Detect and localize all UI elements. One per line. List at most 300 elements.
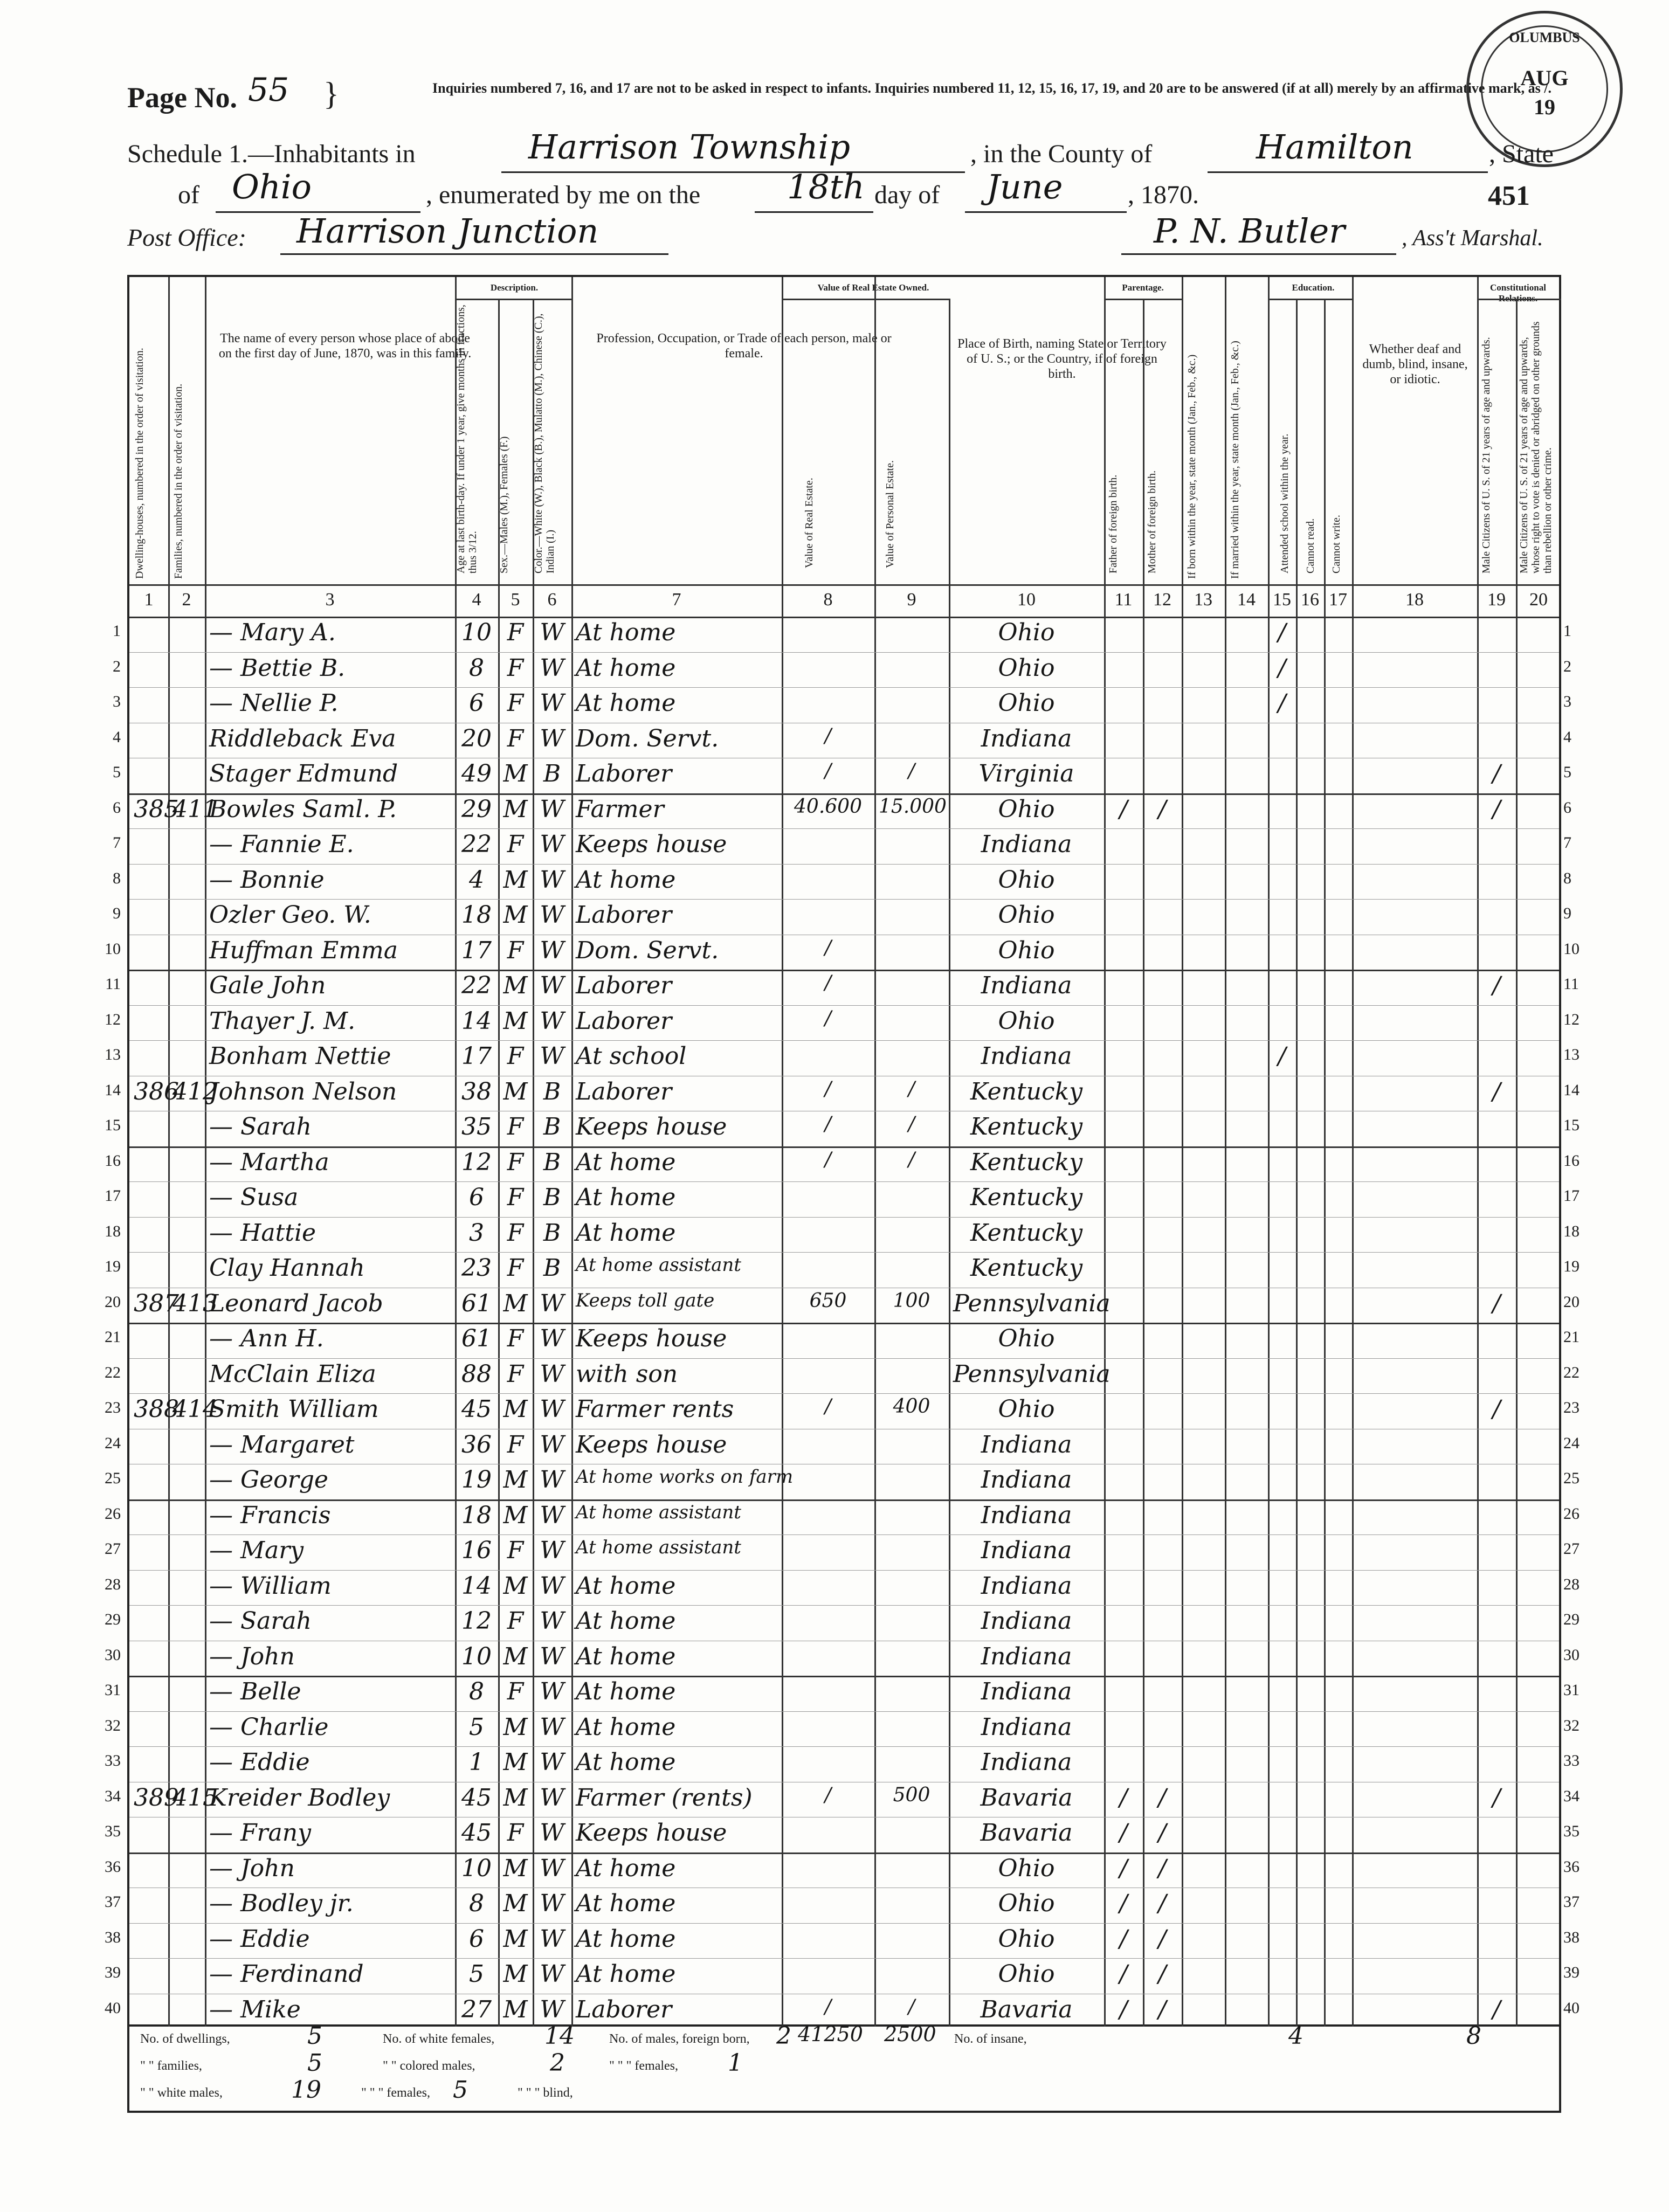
row-number-left: 29 [105, 1610, 121, 1628]
dwelling-number: 385 [134, 795, 179, 823]
occupation: At home [576, 1219, 676, 1247]
post-office-value: Harrison Junction [296, 211, 599, 251]
person-name: — Martha [209, 1148, 329, 1176]
row-number-right: 23 [1563, 1399, 1580, 1416]
age: 6 [469, 1925, 484, 1953]
sex: M [503, 1501, 528, 1529]
person-name: Gale John [209, 972, 326, 999]
row-number-left: 12 [105, 1010, 121, 1028]
occupation: Keeps house [576, 1819, 727, 1847]
row-number-right: 17 [1563, 1187, 1580, 1205]
table-row [129, 1570, 1559, 1606]
birthplace: Ohio [998, 654, 1055, 682]
birthplace: Bavaria [980, 1819, 1073, 1847]
birthplace: Ohio [998, 1960, 1055, 1988]
person-name: — Bodley jr. [209, 1890, 354, 1917]
post-office-underline [280, 253, 668, 255]
tally-dwellings-label: No. of dwellings, [140, 2032, 230, 2046]
sex: F [507, 936, 524, 964]
tally-white-males-label: " " white males, [140, 2086, 223, 2100]
row-number-right: 28 [1563, 1575, 1580, 1593]
color: W [540, 1572, 564, 1600]
person-name: — Susa [209, 1184, 299, 1211]
column-number: 19 [1487, 590, 1506, 610]
row-number-left: 3 [113, 693, 121, 710]
row-number-right: 11 [1563, 975, 1579, 993]
sex: M [503, 901, 528, 929]
table-row [129, 1429, 1559, 1464]
color: W [540, 724, 564, 752]
marshal-label: , Ass't Marshal. [1402, 226, 1543, 251]
age: 61 [461, 1325, 492, 1352]
occupation: with son [576, 1360, 678, 1388]
person-name: — Margaret [209, 1430, 355, 1458]
tally-families: 5 [307, 2049, 322, 2077]
col12-header: Mother of foreign birth. [1146, 470, 1158, 573]
row-number-left: 10 [105, 939, 121, 958]
sex: F [507, 1819, 524, 1847]
row-number-left: 11 [105, 975, 121, 993]
color: W [540, 1007, 564, 1035]
age: 61 [461, 1289, 492, 1317]
dwelling-number: 386 [134, 1077, 179, 1105]
row-number-left: 18 [105, 1222, 121, 1240]
row-number-left: 25 [105, 1469, 121, 1487]
table-row [129, 1146, 1559, 1182]
sex: M [503, 1784, 528, 1812]
sex: M [503, 1395, 528, 1423]
mother-foreign: / [1158, 1960, 1167, 1988]
col11-header: Father of foreign birth. [1107, 474, 1119, 573]
attended-school: / [1278, 689, 1286, 717]
row-number-right: 26 [1563, 1504, 1580, 1523]
real-estate-value: / [824, 724, 832, 747]
column-number: 16 [1301, 590, 1319, 610]
sex: M [503, 1642, 528, 1670]
age: 38 [461, 1077, 492, 1105]
row-number-left: 39 [105, 1964, 121, 1981]
occupation: At home [576, 689, 676, 717]
row-number-right: 16 [1563, 1151, 1580, 1170]
table-row [129, 687, 1559, 723]
real-estate-value: / [824, 1395, 832, 1418]
table-row [129, 1888, 1559, 1923]
birthplace: Ohio [998, 936, 1055, 964]
attended-school: / [1278, 619, 1286, 646]
age: 29 [461, 795, 492, 823]
col1-header: Dwelling-houses, numbered in the order of visitation. [134, 348, 146, 579]
personal-estate-value: 400 [893, 1395, 930, 1418]
table-row [129, 1534, 1559, 1570]
mother-foreign: / [1158, 1995, 1167, 2023]
age: 1 [469, 1748, 484, 1776]
birthplace: Ohio [998, 1854, 1055, 1882]
color: W [540, 866, 564, 894]
table-row [129, 1323, 1559, 1358]
table-row [129, 1711, 1559, 1747]
instructions: Inquiries numbered 7, 16, and 17 are not to be asked in respect to infants. Inquiries numbered 11, 12, 15, 16, 17, 19, and 20 are to be answered (if at all) merely by an affirmative mark, as /. [432, 80, 1551, 96]
row-number-right: 9 [1563, 904, 1571, 922]
father-foreign: / [1119, 1854, 1128, 1882]
attended-school: / [1278, 1042, 1286, 1070]
occupation: Keeps toll gate [576, 1289, 715, 1311]
person-name: — Bettie B. [209, 654, 346, 682]
occupation: Keeps house [576, 831, 727, 858]
color: W [540, 1678, 564, 1705]
age: 35 [461, 1113, 492, 1140]
occupation: Keeps house [576, 1430, 727, 1458]
table-row [129, 864, 1559, 900]
birthplace: Indiana [981, 1466, 1072, 1494]
mother-foreign: / [1158, 1784, 1167, 1812]
occupation: Keeps house [576, 1325, 727, 1352]
row-number-left: 37 [105, 1893, 121, 1911]
occupation: Farmer rents [576, 1395, 734, 1423]
person-name: — Francis [209, 1501, 331, 1529]
father-foreign: / [1119, 1890, 1128, 1917]
father-foreign: / [1119, 1925, 1128, 1953]
row-number-right: 5 [1563, 763, 1571, 781]
sex: F [507, 724, 524, 752]
row-number-left: 28 [105, 1575, 121, 1593]
age: 5 [469, 1713, 484, 1741]
table-row [129, 1923, 1559, 1959]
color: W [540, 1325, 564, 1352]
person-name: — Nellie P. [209, 689, 339, 717]
row-number-left: 34 [105, 1787, 121, 1805]
description-header: Description. [490, 282, 539, 293]
row-number-left: 15 [105, 1116, 121, 1134]
sex: M [503, 1713, 528, 1741]
row-number-right: 31 [1563, 1681, 1580, 1699]
row-number-left: 9 [113, 904, 121, 922]
occupation: At home [576, 1925, 676, 1953]
person-name: — Fannie E. [209, 831, 354, 858]
month-underline [965, 211, 1127, 213]
birthplace: Kentucky [970, 1148, 1083, 1176]
year: , 1870. [1128, 181, 1199, 209]
page-number: 55 [248, 71, 289, 109]
tally-colored-males: 2 [550, 2049, 565, 2077]
occupation: At home [576, 1890, 676, 1917]
row-number-left: 5 [113, 763, 121, 781]
col4-header: Age at last birth-day. If under 1 year, give months in fractions, thus 3/12. [455, 305, 479, 573]
person-name: McClain Eliza [209, 1360, 376, 1388]
sex: M [503, 1007, 528, 1035]
row-number-right: 12 [1563, 1010, 1580, 1028]
birthplace: Ohio [998, 689, 1055, 717]
row-number-left: 2 [113, 657, 121, 675]
age: 19 [461, 1466, 492, 1494]
row-number-left: 38 [105, 1928, 121, 1946]
row-number-right: 8 [1563, 869, 1571, 887]
sex: M [503, 1466, 528, 1494]
row-number-right: 10 [1563, 939, 1580, 958]
birthplace: Indiana [981, 1642, 1072, 1670]
row-number-left: 32 [105, 1716, 121, 1734]
color: W [540, 1607, 564, 1635]
table-row [129, 1111, 1559, 1146]
row-number-right: 27 [1563, 1540, 1580, 1558]
age: 8 [469, 1890, 484, 1917]
person-name: Clay Hannah [209, 1254, 365, 1282]
row-number-right: 34 [1563, 1787, 1580, 1805]
occupation: At home [576, 654, 676, 682]
person-name: — Eddie [209, 1925, 310, 1953]
age: 8 [469, 1678, 484, 1705]
color: B [543, 1254, 561, 1282]
occupation: At home [576, 1748, 676, 1776]
occupation: At home assistant [576, 1537, 741, 1558]
column-number: 3 [325, 590, 335, 610]
col15-header: Attended school within the year. [1279, 433, 1291, 573]
sex: F [507, 1430, 524, 1458]
father-foreign: / [1119, 795, 1128, 823]
age: 18 [461, 901, 492, 929]
age: 3 [469, 1219, 484, 1247]
person-name: Ozler Geo. W. [209, 901, 371, 929]
row-number-left: 7 [113, 834, 121, 852]
birthplace: Kentucky [970, 1219, 1083, 1247]
tally-colored-females-label: " " " females, [361, 2086, 431, 2100]
col16-header: Cannot read. [1305, 518, 1316, 573]
occupation: At home works on farm [576, 1466, 794, 1488]
row-number-right: 18 [1563, 1222, 1580, 1240]
person-name: — Mary A. [209, 619, 336, 646]
row-number-right: 24 [1563, 1434, 1580, 1452]
age: 45 [461, 1784, 492, 1812]
sex: F [507, 1148, 524, 1176]
sex: M [503, 972, 528, 999]
row-number-left: 40 [105, 1999, 121, 2017]
occupation: Laborer [576, 760, 672, 787]
male-citizen: / [1492, 795, 1501, 823]
real-estate-value: 40.600 [794, 795, 862, 818]
occupation: Laborer [576, 972, 672, 999]
col19-header: Male Citizens of U. S. of 21 years of age and upwards. [1480, 337, 1492, 573]
sex: M [503, 1995, 528, 2023]
birthplace: Indiana [981, 1713, 1072, 1741]
col13-header: If born within the year, state month (Jan., Feb., &c.) [1186, 354, 1198, 579]
dwelling-number: 388 [134, 1395, 179, 1423]
group-rule [1477, 299, 1561, 300]
color: W [540, 1784, 564, 1812]
row-number-left: 17 [105, 1187, 121, 1205]
enumerated-label: , enumerated by me on the [426, 181, 701, 209]
col20-header: Male Citizens of U. S. of 21 years of age and upwards, whose right to vote is denied or abridged on other grounds than rebellion or other crime. [1518, 321, 1554, 573]
color: W [540, 1925, 564, 1953]
column-number: 13 [1194, 590, 1212, 610]
age: 20 [461, 724, 492, 752]
real-estate-value: 650 [809, 1289, 847, 1312]
row-number-right: 19 [1563, 1257, 1580, 1275]
table-row [129, 1746, 1559, 1782]
male-citizen: / [1492, 972, 1501, 999]
age: 12 [461, 1148, 492, 1176]
color: W [540, 795, 564, 823]
table-row [129, 1076, 1559, 1111]
sex: M [503, 1925, 528, 1953]
tally-families-label: " " families, [140, 2059, 202, 2073]
post-office-label: Post Office: [127, 224, 246, 251]
table-row [129, 652, 1559, 688]
age: 10 [461, 1854, 492, 1882]
tally-insane-label: No. of insane, [954, 2032, 1027, 2046]
col18-header: Whether deaf and dumb, blind, insane, or idiotic. [1362, 342, 1468, 386]
township-value: Harrison Township [528, 127, 851, 167]
age: 6 [469, 1184, 484, 1211]
male-citizen: / [1492, 1995, 1501, 2023]
sex: M [503, 1890, 528, 1917]
column-number: 20 [1529, 590, 1548, 610]
age: 12 [461, 1607, 492, 1635]
occupation: At home [576, 1642, 676, 1670]
color: W [540, 1430, 564, 1458]
row-number-right: 6 [1563, 798, 1571, 817]
month-value: June [987, 167, 1063, 206]
stamp-line3: 19 [1534, 95, 1555, 119]
sex: F [507, 1254, 524, 1282]
row-number-right: 35 [1563, 1822, 1580, 1840]
occupation: Farmer (rents) [576, 1784, 753, 1812]
sex: F [507, 1184, 524, 1211]
personal-estate-value: / [908, 1995, 915, 2018]
personal-estate-value: 15.000 [879, 795, 947, 818]
tally-citizens: 8 [1466, 2022, 1481, 2050]
age: 14 [461, 1007, 492, 1035]
row-number-right: 29 [1563, 1610, 1580, 1628]
occupation: At home assistant [576, 1501, 741, 1523]
person-name: Thayer J. M. [209, 1007, 356, 1035]
table-row [129, 1499, 1559, 1535]
mother-foreign: / [1158, 795, 1167, 823]
row-number-right: 32 [1563, 1716, 1580, 1734]
occupation: Dom. Servt. [576, 936, 719, 964]
row-number-right: 39 [1563, 1964, 1580, 1981]
color: B [543, 1219, 561, 1247]
row-number-left: 24 [105, 1434, 121, 1452]
col9-header: Value of Personal Estate. [884, 460, 896, 568]
row-number-left: 13 [105, 1046, 121, 1063]
person-name: Huffman Emma [209, 936, 398, 964]
header-rule [129, 584, 1559, 586]
row-number-right: 13 [1563, 1046, 1580, 1063]
family-number: 414 [173, 1395, 218, 1423]
birthplace: Ohio [998, 1007, 1055, 1035]
col7-header: Profession, Occupation, or Trade of each person, male or female. [596, 331, 892, 361]
table-row [129, 758, 1559, 793]
occupation: Laborer [576, 901, 672, 929]
column-number: 17 [1329, 590, 1347, 610]
family-number: 415 [173, 1784, 218, 1812]
father-foreign: / [1119, 1819, 1128, 1847]
row-number-left: 22 [105, 1363, 121, 1381]
occupation: At home [576, 1148, 676, 1176]
person-name: — Hattie [209, 1219, 316, 1247]
person-name: — William [209, 1572, 332, 1600]
birthplace: Indiana [981, 1537, 1072, 1564]
birthplace: Kentucky [970, 1113, 1083, 1140]
row-number-right: 7 [1563, 834, 1571, 852]
col5-header: Sex.—Males (M.), Females (F.) [498, 436, 510, 573]
occupation: At home [576, 1184, 676, 1211]
person-name: — Ann H. [209, 1325, 324, 1352]
occupation: At home [576, 1854, 676, 1882]
occupation: At home assistant [576, 1254, 741, 1276]
row-number-left: 1 [113, 622, 121, 640]
birthplace: Ohio [998, 1890, 1055, 1917]
sex: F [507, 1678, 524, 1705]
personal-estate-value: 500 [893, 1784, 930, 1806]
age: 45 [461, 1819, 492, 1847]
column-number: 15 [1273, 590, 1291, 610]
tally-white-females-label: No. of white females, [383, 2032, 495, 2046]
birthplace: Kentucky [970, 1184, 1083, 1211]
table-row [129, 1217, 1559, 1253]
color: W [540, 1466, 564, 1494]
row-number-left: 27 [105, 1540, 121, 1558]
table-row [129, 1181, 1559, 1217]
column-number: 10 [1017, 590, 1036, 610]
sex: F [507, 689, 524, 717]
state-value: Ohio [232, 167, 312, 206]
sex: M [503, 1289, 528, 1317]
table-row [129, 1358, 1559, 1394]
occupation: Farmer [576, 795, 664, 823]
age: 10 [461, 1642, 492, 1670]
stamp-line2: AUG [1520, 66, 1569, 90]
real-estate-value: / [824, 1077, 832, 1100]
table-row [129, 970, 1559, 1005]
row-number-left: 19 [105, 1257, 121, 1275]
person-name: Johnson Nelson [209, 1077, 397, 1105]
real-estate-value: / [824, 972, 832, 994]
person-name: — Sarah [209, 1607, 312, 1635]
row-number-right: 22 [1563, 1363, 1580, 1381]
sex: F [507, 1219, 524, 1247]
real-estate-header: Value of Real Estate Owned. [817, 282, 929, 293]
county-label: , in the County of [970, 140, 1153, 168]
person-name: Smith William [209, 1395, 379, 1423]
column-number: 2 [182, 590, 191, 610]
table-row [129, 899, 1559, 935]
age: 22 [461, 972, 492, 999]
marshal-name: P. N. Butler [1154, 211, 1345, 251]
birthplace: Indiana [981, 831, 1072, 858]
column-number: 18 [1405, 590, 1424, 610]
table-row [129, 1852, 1559, 1888]
column-number: 6 [547, 590, 557, 610]
color: W [540, 619, 564, 646]
row-number-right: 2 [1563, 657, 1571, 675]
age: 17 [461, 936, 492, 964]
person-name: Bowles Saml. P. [209, 795, 397, 823]
mother-foreign: / [1158, 1854, 1167, 1882]
sex: M [503, 1960, 528, 1988]
row-number-right: 4 [1563, 728, 1571, 746]
tally-school: 4 [1288, 2022, 1304, 2050]
attended-school: / [1278, 654, 1286, 682]
row-number-right: 21 [1563, 1328, 1580, 1346]
row-number-right: 1 [1563, 622, 1571, 640]
birthplace: Bavaria [980, 1784, 1073, 1812]
sex: M [503, 866, 528, 894]
male-citizen: / [1492, 1784, 1501, 1812]
person-name: Riddleback Eva [209, 724, 396, 752]
person-name: — Belle [209, 1678, 301, 1705]
age: 8 [469, 654, 484, 682]
tally-foreign-females: 1 [728, 2049, 743, 2077]
